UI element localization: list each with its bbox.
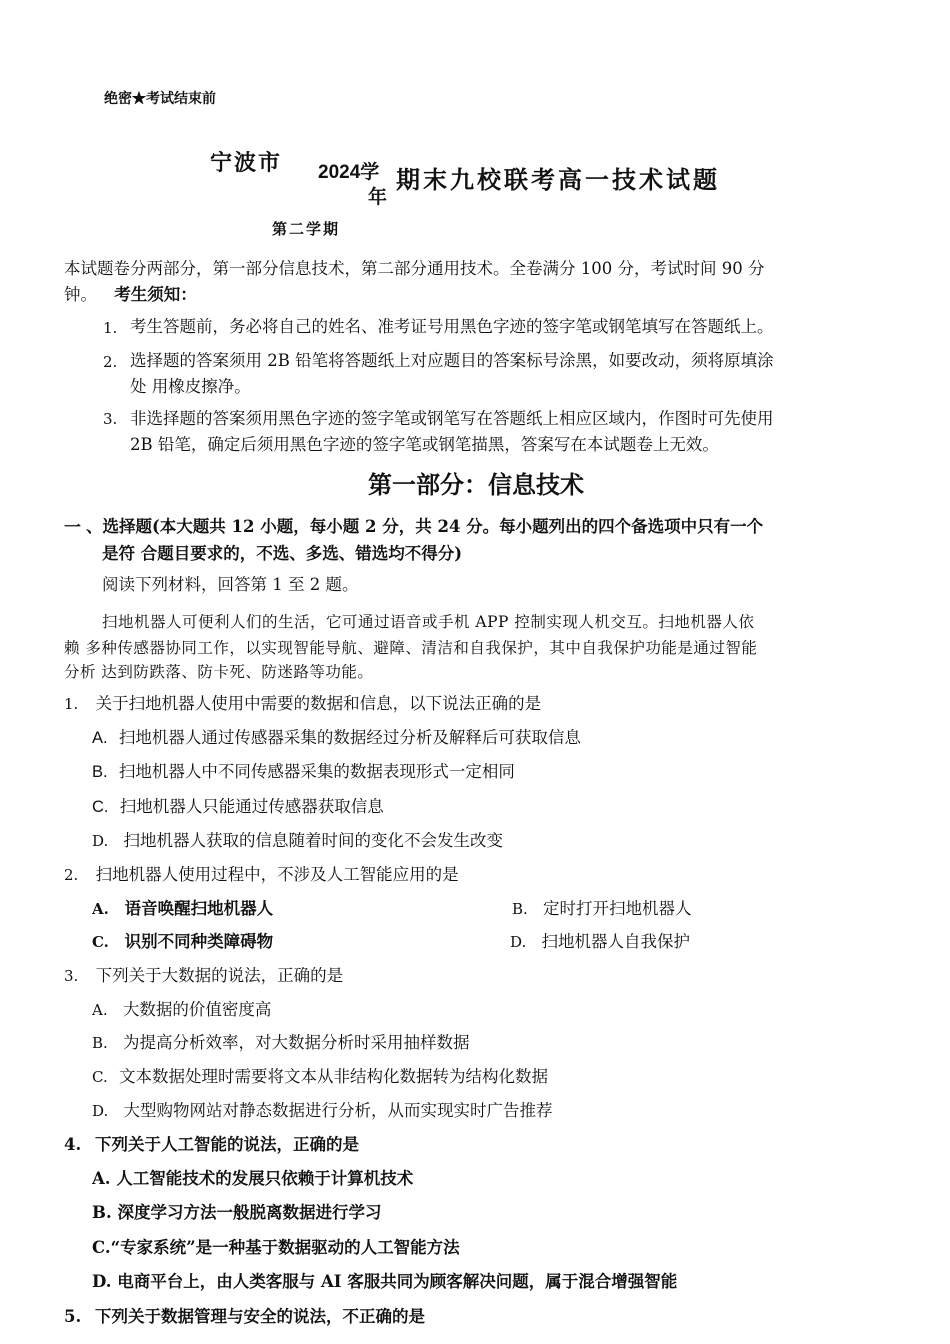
- option: [92, 996, 271, 1020]
- note-text: 非选择题的答案须用黑色字迹的签字笔或钢笔写在答题纸上相应区域内，作图时可先使用: [130, 409, 774, 428]
- option-text: 深度学习方法一般脱离数据进行学习: [117, 1203, 382, 1222]
- note-number: 2.: [103, 353, 118, 371]
- option-label: B.: [92, 763, 108, 781]
- semester-label: 第二学期: [272, 220, 341, 238]
- question-text: 下列关于大数据的说法，正确的是: [95, 966, 344, 985]
- option: [92, 928, 273, 952]
- material-line: 扫地机器人可便利人们的生活，它可通过语音或手机 APP 控制实现人机交互。扫地机器人依: [102, 613, 755, 631]
- page-title: 期末九校联考高一技术试题: [396, 165, 720, 194]
- option-label: D.: [92, 832, 109, 850]
- question-stem: [64, 861, 459, 885]
- option-label: C.: [92, 798, 109, 816]
- title-year: 2024学: [318, 162, 380, 183]
- question-number: 1.: [64, 695, 79, 713]
- option: [92, 1234, 460, 1258]
- option: [92, 827, 503, 851]
- notice-title: 考生须知：: [114, 285, 197, 304]
- question-stem: [64, 690, 541, 714]
- intro-line-1: 本试题卷分两部分，第一部分信息技术，第二部分通用技术。全卷满分 100 分，考试时间 90 分: [64, 259, 765, 278]
- material-line: 分析 达到防跌落、防卡死、防迷路等功能。: [64, 663, 374, 681]
- option-text: 文本数据处理时需要将文本从非结构化数据转为结构化数据: [118, 1067, 548, 1086]
- option: [92, 724, 581, 748]
- question-text: 扫地机器人使用过程中，不涉及人工智能应用的是: [95, 865, 459, 884]
- option-text: 扫地机器人获取的信息随着时间的变化不会发生改变: [123, 831, 504, 850]
- option: [92, 1199, 381, 1223]
- note-text: 考生答题前，务必将自己的姓名、准考证号用黑色字迹的签字笔或钢笔填写在答题纸上。: [130, 317, 774, 336]
- title-city: 宁波市: [210, 150, 283, 176]
- option-label: D.: [510, 933, 527, 951]
- option: [92, 758, 515, 782]
- option-text: 识别不同种类障碍物: [124, 932, 274, 951]
- question-number: 2.: [64, 866, 79, 884]
- option: [92, 1063, 548, 1087]
- part-heading-line-2: 是符 合题目要求的，不选、多选、错选均不得分): [102, 544, 463, 563]
- option-text: 扫地机器人只能通过传感器获取信息: [119, 797, 384, 816]
- section-title: 第一部分：信息技术: [368, 470, 584, 499]
- option-label: A.: [92, 1169, 111, 1188]
- option: [512, 895, 692, 919]
- option: [92, 895, 273, 919]
- read-instruction: 阅读下列材料，回答第 1 至 2 题。: [102, 575, 359, 594]
- option-text: 扫地机器人中不同传感器采集的数据表现形式一定相同: [118, 762, 515, 781]
- question-text: 下列关于人工智能的说法，正确的是: [94, 1135, 359, 1154]
- intro-line-2-prefix: 钟。: [64, 285, 97, 304]
- question-stem: [64, 1131, 359, 1155]
- option: [92, 1268, 677, 1292]
- option-text: “专家系统”是一种基于数据驱动的人工智能方法: [110, 1238, 460, 1257]
- option: [92, 1097, 553, 1121]
- option-label: A.: [92, 1001, 108, 1019]
- option-text: 扫地机器人自我保护: [541, 932, 691, 951]
- material-line: 赖 多种传感器协同工作，以实现智能导航、避障、清洁和自我保护，其中自我保护功能是通过智能: [64, 639, 758, 657]
- option: [510, 928, 690, 952]
- option-label: C.: [92, 1238, 111, 1257]
- part-heading-line-1: 、选择题(本大题共 12 小题，每小题 2 分，共 24 分。每小题列出的四个备选项中只有一个: [86, 517, 764, 536]
- option: [92, 793, 384, 817]
- option-label: B.: [92, 1203, 112, 1222]
- confidential-label: 绝密★考试结束前: [104, 91, 216, 107]
- option-text: 为提高分析效率，对大数据分析时采用抽样数据: [123, 1033, 470, 1052]
- option-label: D.: [92, 1272, 112, 1291]
- option-text: 定时打开扫地机器人: [543, 899, 692, 918]
- option-text: 大数据的价值密度高: [122, 1000, 272, 1019]
- note-number: 1.: [103, 319, 118, 337]
- question-stem: [64, 1303, 425, 1327]
- option: [92, 1029, 470, 1053]
- option-label: B.: [92, 1034, 108, 1052]
- option-label: A.: [92, 729, 108, 747]
- question-text: 关于扫地机器人使用中需要的数据和信息，以下说法正确的是: [95, 694, 542, 713]
- option-text: 语音唤醒扫地机器人: [124, 899, 274, 918]
- question-text: 下列关于数据管理与安全的说法，不正确的是: [94, 1307, 425, 1326]
- option-text: 扫地机器人通过传感器采集的数据经过分析及解释后可获取信息: [118, 728, 581, 747]
- title-year-suffix: 年: [368, 186, 388, 208]
- option-label: B.: [512, 900, 528, 918]
- note-number: 3.: [103, 410, 118, 428]
- option-label: D.: [92, 1102, 109, 1120]
- intro-line-2: [64, 282, 197, 308]
- part-number: 一: [64, 518, 81, 538]
- option-label: A.: [92, 900, 109, 918]
- question-number: 4.: [64, 1135, 82, 1154]
- note-text: 选择题的答案须用 2B 铅笔将答题纸上对应题目的答案标号涂黑，如要改动，须将原填涂: [130, 351, 774, 370]
- question-number: 3.: [64, 967, 79, 985]
- note-text: 2B 铅笔，确定后须用黑色字迹的签字笔或钢笔描黑，答案写在本试题卷上无效。: [130, 435, 719, 454]
- option: [92, 1165, 413, 1189]
- question-number: 5.: [64, 1307, 82, 1326]
- note-text: 处 用橡皮擦净。: [130, 377, 251, 396]
- option-label: C.: [92, 933, 109, 951]
- option-text: 电商平台上，由人类客服与 AI 客服共同为顾客解决问题，属于混合增强智能: [117, 1272, 678, 1291]
- option-label: C.: [92, 1068, 108, 1086]
- option-text: 大型购物网站对静态数据进行分析，从而实现实时广告推荐: [123, 1101, 553, 1120]
- question-stem: [64, 962, 343, 986]
- option-text: 人工智能技术的发展只依赖于计算机技术: [116, 1169, 414, 1188]
